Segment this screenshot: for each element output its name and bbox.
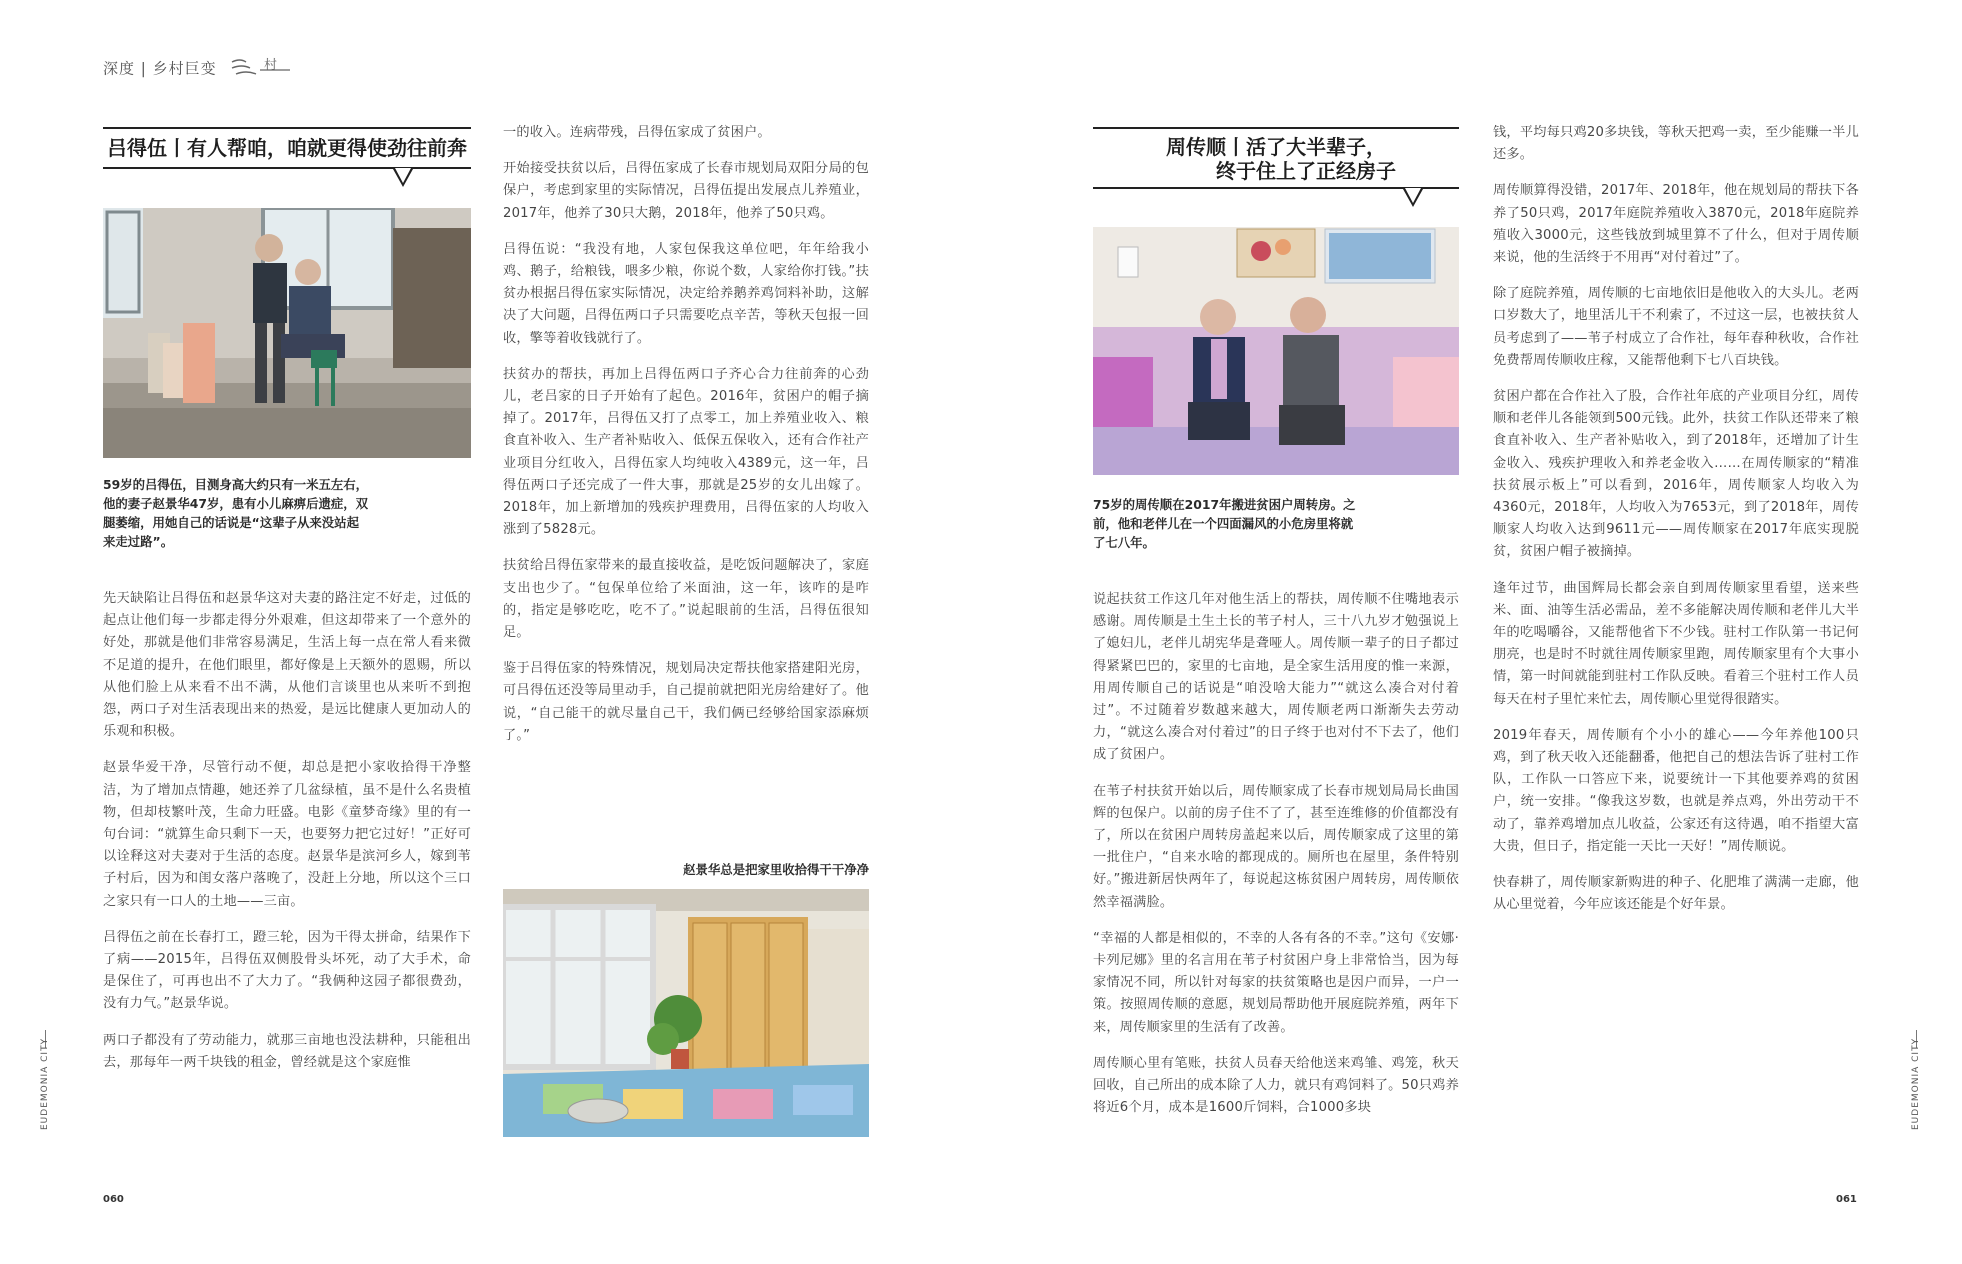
paragraph: 鉴于吕得伍家的特殊情况，规划局决定帮扶他家搭建阳光房，可吕得伍还没等局里动手，自己提前就把阳光房给建好了。他说，“自己能干的就尽量自己干，我们俩已经够给国家添麻烦了。” (503, 661, 869, 743)
left-column-2 (503, 122, 869, 761)
village-logo-icon (230, 56, 292, 82)
right-section-title (1093, 127, 1459, 189)
right-column-2 (1493, 122, 1859, 931)
right-title-line-1: 周传顺丨活了大半辈子， (1166, 135, 1386, 159)
paragraph: 吕得伍之前在长春打工，蹬三轮，因为干得太拼命，结果作下了病——2015年，吕得伍双侧股骨头坏死，动了大手术，命是保住了，可再也出不了大力了。“我俩种这园子都很费劲，没有力气。”赵景华说。 (103, 929, 471, 1012)
left-photo-caption: 59岁的吕得伍，目测身高大约只有一米五左右， 他的妻子赵景华47岁，患有小儿麻痹后遗症，双 腿萎缩，用她自己的话说是“这辈子从来没站起 来走过路”。 (103, 477, 369, 549)
left-column-1 (103, 588, 471, 1088)
paragraph: 在苇子村扶贫开始以后，周传顺家成了长春市规划局局长曲国辉的包保户。以前的房子住不了了，甚至连维修的价值都没有了，所以在贫困户周转房盖起来以后，周传顺家成了这里的第一批住户，“自来水啥的都现成的。厕所也在屋里，条件特别好。”搬进新居快两年了，每说起这栋贫困户周转房，周传顺依然幸福满脸。 (1093, 783, 1459, 910)
running-header: 深度 | 乡村巨变 村 (103, 56, 292, 82)
paragraph: 贫困户都在合作社入了股，合作社年底的产业项目分红，周传顺和老伴儿各能领到500元钱。此外，扶贫工作队还带来了粮食直补收入、生产者补贴收入，到了2018年，还增加了计生金收入、残疾护理收入和养老金收入……在周传顺家的“精准扶贫展示板上”可以看到，2016年，周传顺家人均收入为4360元，2018年，人均收入为7653元，到了2018年，周传顺家人均收入达到9611元——周传顺家在2017年底实现脱贫，贫困户帽子被摘掉。 (1493, 389, 1859, 560)
left-section-title (103, 127, 471, 169)
paragraph: 快春耕了，周传顺家新购进的种子、化肥堆了满满一走廊，他从心里觉着，今年应该还能是个好年景。 (1493, 875, 1859, 913)
paragraph: 周传顺心里有笔账，扶贫人员春天给他送来鸡雏、鸡笼，秋天回收，自己所出的成本除了人力，就只有鸡饲料了。50只鸡养将近6个月，成本是1600斤饲料，合1000多块 (1093, 1055, 1459, 1116)
paragraph: 逢年过节，曲国辉局长都会亲自到周传顺家里看望，送来些米、面、油等生活必需品，差不多能解决周传顺和老伴儿大半年的吃喝嚼谷，又能帮他省下不少钱。驻村工作队第一书记何朋亮，也是时不时就往周传顺家里跑，周传顺家里有个大事小情，第一时间就能到驻村工作队反映。看着三个驻村工作人员每天在村子里忙来忙去，周传顺心里觉得很踏实。 (1493, 580, 1859, 707)
elderly-couple-indoor-photo (1093, 227, 1459, 475)
paragraph: 钱，平均每只鸡20多块钱，等秋天把鸡一卖，至少能赚一半儿还多。 (1493, 125, 1859, 163)
right-photo-caption: 75岁的周传顺在2017年搬进贫困户周转房。之 前，他和老伴儿在一个四面漏风的小危房里将就 了七八年。 (1093, 497, 1356, 550)
right-column-1 (1093, 589, 1459, 1133)
header-section: 深度 (103, 59, 136, 78)
paragraph: 扶贫给吕得伍家带来的最直接收益，是吃饭问题解决了，家庭支出也少了。“包保单位给了米面油，这一年，该咋的是咋的，指定是够吃吃，吃不了。”说起眼前的生活，吕得伍很知足。 (503, 558, 869, 641)
title-notch (393, 169, 413, 187)
paragraph: “幸福的人都是相似的，不幸的人各有各的不幸。”这句《安娜·卡列尼娜》里的名言用在苇子村贫困户身上非常恰当，因为每家情况不同，所以针对每家的扶贫策略也是因户而异，一户一策。按照周传顺的意愿，规划局帮助他开展庭院养殖，两年下来，周传顺家里的生活有了改善。 (1093, 930, 1459, 1035)
paragraph: 说起扶贫工作这几年对他生活上的帮扶，周传顺不住嘴地表示感谢。周传顺是土生土长的苇子村人，三十八九岁才勉强说上了媳妇儿，老伴儿胡宪华是聋哑人。周传顺一辈子的日子都过得紧紧巴巴的，家里的七亩地，是全家生活用度的惟一来源，用周传顺自己的话说是“咱没啥大能力”“就这么凑合对付着过”。不过随着岁数越来越大，周传顺老两口渐渐失去劳动力，“就这么凑合对付着过”的日子终于也对付不下去了，他们成了贫困户。 (1093, 592, 1459, 763)
paragraph: 开始接受扶贫以后，吕得伍家成了长春市规划局双阳分局的包保户，考虑到家里的实际情况，吕得伍提出发展点儿养殖业，2017年，他养了30只大鹅，2018年，他养了50只鸡。 (503, 161, 869, 221)
paragraph: 周传顺算得没错，2017年、2018年，他在规划局的帮扶下各养了50只鸡，2017年庭院养殖收入3870元，2018年庭院养殖收入3000元，这些钱放到城里算不了什么，但对于周传顺来说，他的生活终于不用再“对付着过”了。 (1493, 183, 1859, 266)
left-side-text: EUDEMONIA CITY (40, 1037, 50, 1130)
paragraph: 扶贫办的帮扶，再加上吕得伍两口子齐心合力往前奔的心劲儿，老吕家的日子开始有了起色。2016年，贫困户的帽子摘掉了。2017年，吕得伍又打了点零工，加上养殖业收入、粮食直补收入、生产者补贴收入、低保五保收入，还有合作社产业项目分红收入，吕得伍家人均纯收入4389元，这一年，吕得伍两口子还完成了一件大事，那就是25岁的女儿出嫁了。2018年，加上新增加的残疾护理费用，吕得伍家的人均收入涨到了5828元。 (503, 366, 869, 538)
paragraph: 两口子都没有了劳动能力，就那三亩地也没法耕种，只能租出去，那每年一两千块钱的租金，曾经就是这个家庭惟 (103, 1032, 471, 1070)
paragraph: 2019年春天，周传顺有个小小的雄心——今年养他100只鸡，到了秋天收入还能翻番，他把自己的想法告诉了驻村工作队，工作队一口答应下来，说要统计一下其他要养鸡的贫困户，统一安排。“像我这岁数，也就是养点鸡，外出劳动干不动了，靠养鸡增加点儿收益，公家还有这待遇，咱不指望大富大贵，但日子，指定能一天比一天好！”周传顺说。 (1493, 727, 1859, 854)
left-page-number: 060 (103, 1194, 124, 1205)
clean-home-interior-photo (503, 889, 869, 1137)
right-title-line-2: 终于住上了正经房子 (1216, 159, 1396, 183)
paragraph: 除了庭院养殖，周传顺的七亩地依旧是他收入的大头儿。老两口岁数大了，地里活儿干不利索了，不过这一层，也被扶贫人员考虑到了——苇子村成立了合作社，每年春种秋收，合作社免费帮周传顺收庄稼，又能帮他剩下七八百块钱。 (1493, 286, 1859, 368)
right-page-number: 061 (1836, 1194, 1857, 1205)
paragraph: 赵景华爱干净，尽管行动不便，却总是把小家收拾得干净整洁，为了增加点情趣，她还养了几盆绿植，虽不是什么名贵植物，但却枝繁叶茂，生命力旺盛。电影《童梦奇缘》里的有一句台词：“就算生命只剩下一天，也要努力把它过好！”正好可以诠释这对夫妻对于生活的态度。赵景华是滨河乡人，嫁到苇子村后，因为和闺女落户落晚了，没赶上分地，所以这个三口之家只有一口人的土地——三亩。 (103, 760, 471, 909)
paragraph: 一的收入。连病带残，吕得伍家成了贫困户。 (503, 125, 771, 140)
paragraph: 吕得伍说：“我没有地，人家包保我这单位吧，年年给我小鸡、鹅子，给粮钱，喂多少粮，你说个数，人家给你打钱。”扶贫办根据吕得伍家实际情况，决定给养鹅养鸡饲料补助，这解决了大问题，吕得伍两口子只需要吃点辛苦，等秋天包报一回收，擎等着收钱就行了。 (503, 241, 869, 346)
interior-photo-caption: 赵景华总是把家里收拾得干干净净 (683, 862, 869, 877)
couple-outside-photo (103, 208, 471, 458)
paragraph: 先天缺陷让吕得伍和赵景华这对夫妻的路注定不好走，过低的起点让他们每一步都走得分外艰难，但这却带来了一个意外的好处，那就是他们非常容易满足，生活上每一点在常人看来微不足道的提升，在他们眼里，都好像是上天额外的恩赐，所以从他们脸上从来看不出不满，从他们言谈里也从来听不到抱怨，两口子对生活表现出来的热爱，是远比健康人更加动人的乐观和积极。 (103, 591, 471, 740)
left-title-text: 吕得伍丨有人帮咱，咱就更得使劲往前奔 (107, 136, 467, 160)
header-subsection: 乡村巨变 (152, 59, 217, 78)
title-notch (1403, 189, 1423, 207)
right-side-text: EUDEMONIA CITY (1911, 1037, 1921, 1130)
logo-text: 村 (264, 58, 279, 73)
